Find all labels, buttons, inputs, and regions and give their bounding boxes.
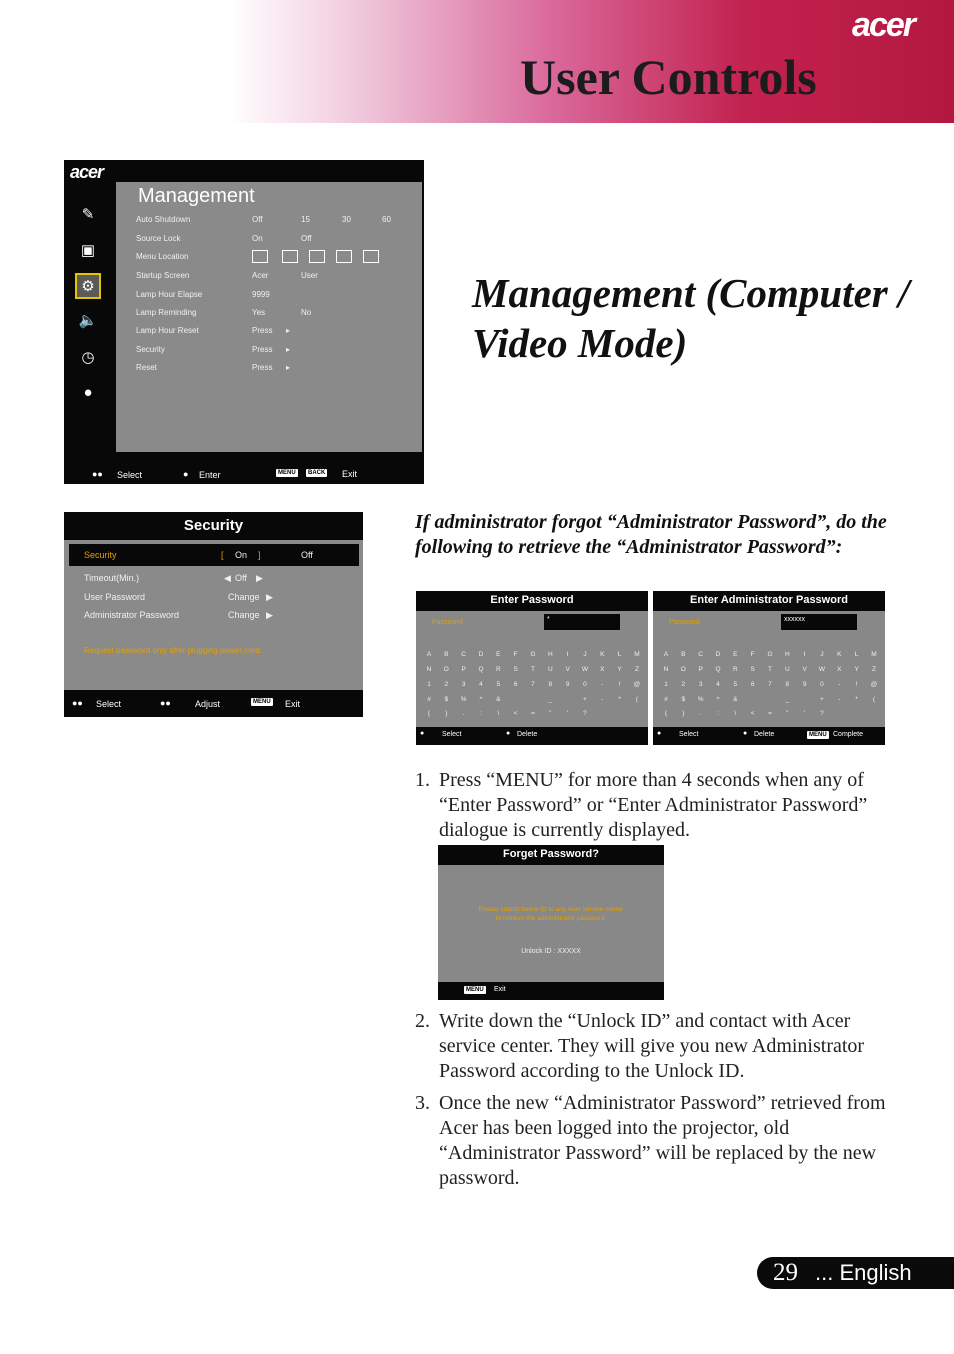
up-down-icon: ● bbox=[420, 730, 425, 737]
menu-location-row[interactable] bbox=[136, 252, 416, 268]
delete-icon: ● bbox=[506, 730, 511, 737]
step-text: Once the new “Administrator Password” retrieved from Acer has been logged into the projector, old “Administrator Password” will be replaced by the new password. bbox=[439, 1092, 886, 1189]
keyboard-row-2[interactable]: N O P Q R S T U V W X Y Z bbox=[426, 666, 639, 673]
option[interactable]: Off bbox=[301, 234, 312, 243]
keyboard-row-3[interactable]: 1 2 3 4 5 6 7 8 9 0 - ! @ bbox=[664, 681, 878, 688]
option[interactable]: 15 bbox=[301, 215, 310, 224]
row-label: Startup Screen bbox=[136, 271, 190, 280]
lamp-hour-reset-row[interactable] bbox=[136, 326, 416, 342]
security-note: Request password only after plugging power cord. bbox=[84, 646, 262, 655]
keyboard-row-5[interactable]: { } . : \ < = " ' ? bbox=[664, 710, 824, 717]
row-label: Source Lock bbox=[136, 234, 181, 243]
step-number: 2. bbox=[415, 1010, 430, 1032]
enter-password-footer bbox=[416, 727, 648, 745]
enter-password-title: Enter Password bbox=[490, 594, 574, 606]
up-down-icon: ●● bbox=[92, 469, 103, 479]
management-icon[interactable]: ⚙ bbox=[75, 273, 101, 299]
management-panel bbox=[116, 182, 422, 452]
row-label: Lamp Reminding bbox=[136, 308, 197, 317]
source-lock-row[interactable] bbox=[136, 234, 416, 250]
press-option[interactable]: Press bbox=[252, 345, 273, 354]
row-label: Security bbox=[136, 345, 165, 354]
keyboard-row-5[interactable]: { } . : \ < = " ' ? bbox=[427, 710, 587, 717]
option[interactable]: 60 bbox=[382, 215, 391, 224]
enter-hint: Enter bbox=[199, 470, 221, 480]
title-bar bbox=[653, 591, 885, 611]
row-label: User Password bbox=[84, 592, 146, 602]
management-osd bbox=[64, 160, 424, 484]
left-right-icon: ●● bbox=[160, 698, 171, 708]
bottom-left-position-icon[interactable] bbox=[336, 250, 352, 263]
press-option[interactable]: Press bbox=[252, 363, 273, 372]
step-3 bbox=[415, 1091, 905, 1191]
forget-password-osd bbox=[438, 845, 664, 1000]
keyboard-row-2[interactable]: N O P Q R S T U V W X Y Z bbox=[663, 666, 876, 673]
menu-key: MENU bbox=[278, 470, 296, 476]
row-label: Menu Location bbox=[136, 252, 189, 261]
keyboard-row-4[interactable]: # $ % ^ & _ + - * ( bbox=[664, 696, 876, 703]
management-title: Management bbox=[138, 185, 255, 207]
admin-password-field[interactable]: xxxxxx bbox=[781, 614, 857, 630]
page-number: 29 bbox=[773, 1259, 798, 1286]
timeout-value: Off bbox=[235, 573, 247, 583]
row-label: Lamp Hour Elapse bbox=[136, 290, 203, 299]
step-1 bbox=[415, 768, 905, 843]
change-option[interactable]: Change bbox=[228, 610, 260, 620]
security-footer bbox=[64, 690, 363, 717]
option[interactable]: 30 bbox=[342, 215, 351, 224]
security-title: Security bbox=[183, 517, 244, 534]
up-down-icon: ●● bbox=[72, 698, 83, 708]
security-toggle-row[interactable] bbox=[69, 544, 359, 566]
color-icon[interactable]: ✎ bbox=[81, 206, 95, 223]
top-left-position-icon[interactable] bbox=[252, 250, 268, 263]
row-label: Security bbox=[84, 550, 117, 560]
option[interactable]: User bbox=[301, 271, 318, 280]
exit-hint: Exit bbox=[342, 469, 358, 479]
arrow-left-icon[interactable]: ◀ bbox=[224, 573, 231, 583]
reset-row[interactable] bbox=[136, 363, 416, 379]
page-language: ... English bbox=[815, 1260, 912, 1285]
unlock-id: Unlock ID : XXXXX bbox=[521, 948, 581, 955]
arrow-right-icon: ▶ bbox=[266, 610, 273, 620]
message-line: Please submit below ID to any Acer service center bbox=[478, 906, 624, 913]
select-hint: Select bbox=[442, 731, 462, 738]
enter-icon: ● bbox=[183, 469, 189, 479]
menu-key: MENU bbox=[466, 987, 484, 993]
select-hint: Select bbox=[679, 731, 699, 738]
exit-hint: Exit bbox=[285, 699, 301, 709]
option[interactable]: No bbox=[301, 308, 312, 317]
page-title: User Controls bbox=[520, 49, 817, 105]
arrow-right-icon: ▸ bbox=[286, 326, 291, 335]
menu-key: MENU bbox=[809, 732, 827, 738]
password-label: Password bbox=[669, 619, 700, 626]
lamp-reminding-row[interactable] bbox=[136, 308, 416, 324]
enter-admin-password-footer bbox=[653, 727, 885, 745]
step-2 bbox=[415, 1009, 905, 1084]
page-footer bbox=[757, 1257, 954, 1289]
admin-password-row[interactable] bbox=[84, 610, 354, 620]
row-label: Timeout(Min.) bbox=[84, 573, 140, 583]
startup-screen-row[interactable] bbox=[136, 271, 416, 287]
title-bar bbox=[416, 591, 648, 611]
step-text: Write down the “Unlock ID” and contact with Acer service center. They will give you new Administrator Password according to the Unlock ID. bbox=[439, 1010, 865, 1082]
step-number: 3. bbox=[415, 1092, 430, 1114]
timer-icon[interactable]: ◷ bbox=[81, 349, 95, 366]
center-position-icon[interactable] bbox=[309, 250, 325, 263]
forget-password-title: Forget Password? bbox=[503, 848, 599, 860]
option[interactable]: Yes bbox=[252, 308, 266, 317]
delete-hint: Delete bbox=[754, 731, 775, 738]
keyboard-row-1[interactable]: A B C D E F G H I J K L M bbox=[663, 651, 877, 658]
password-label: Password bbox=[432, 619, 463, 626]
keyboard-row-4[interactable]: # $ % ^ & _ + - * ( bbox=[427, 696, 639, 703]
timeout-row[interactable] bbox=[84, 573, 354, 583]
bracket-right: ] bbox=[258, 550, 261, 560]
arrow-right-icon: ▶ bbox=[266, 592, 273, 602]
change-option[interactable]: Change bbox=[228, 592, 260, 602]
keyboard-row-3[interactable]: 1 2 3 4 5 6 7 8 9 0 - ! @ bbox=[427, 681, 641, 688]
up-down-icon: ● bbox=[657, 730, 662, 737]
step-text: Press “MENU” for more than 4 seconds when any of “Enter Password” or “Enter Administrator Password” dialogue is currently displayed. bbox=[439, 769, 868, 841]
row-label: Auto Shutdown bbox=[136, 215, 191, 224]
enter-admin-password-osd bbox=[653, 591, 885, 745]
press-option[interactable]: Press bbox=[252, 326, 273, 335]
option[interactable]: Off bbox=[252, 215, 263, 224]
option[interactable]: Acer bbox=[252, 271, 269, 280]
title-bar bbox=[438, 845, 664, 865]
delete-hint: Delete bbox=[517, 731, 538, 738]
security-osd bbox=[64, 512, 363, 717]
exit-hint: Exit bbox=[494, 986, 506, 993]
row-label: Lamp Hour Reset bbox=[136, 326, 199, 335]
language-icon[interactable]: ● bbox=[83, 383, 93, 401]
bottom-right-position-icon[interactable] bbox=[363, 250, 379, 263]
bracket-left: [ bbox=[221, 550, 224, 560]
audio-icon[interactable]: 🔈 bbox=[78, 312, 98, 329]
complete-hint: Complete bbox=[833, 731, 863, 738]
message-line: to retrieve the administrator password. bbox=[495, 915, 607, 922]
osd-acer-logo: acer bbox=[70, 162, 104, 182]
enter-admin-password-title: Enter Administrator Password bbox=[690, 594, 848, 606]
row-label: Administrator Password bbox=[84, 610, 180, 620]
auto-shutdown-row[interactable] bbox=[136, 215, 416, 231]
security-title-bar bbox=[64, 512, 363, 540]
arrow-right-icon: ▸ bbox=[286, 345, 291, 354]
menu-key: MENU bbox=[253, 699, 271, 705]
intro-text: If administrator forgot “Administrator Password”, do the following to retrieve the “Administrator Password”: bbox=[415, 511, 887, 558]
row-label: Reset bbox=[136, 363, 157, 372]
arrow-right-icon: ▸ bbox=[286, 363, 291, 372]
image-icon[interactable]: ▣ bbox=[80, 242, 96, 259]
forget-password-footer bbox=[438, 982, 664, 1000]
step-number: 1. bbox=[415, 769, 430, 791]
arrow-right-icon[interactable]: ▶ bbox=[256, 573, 263, 583]
management-footer bbox=[64, 466, 424, 484]
top-right-position-icon[interactable] bbox=[282, 250, 298, 263]
value: 9999 bbox=[252, 290, 270, 299]
forget-password-message bbox=[438, 905, 664, 923]
password-field[interactable]: * bbox=[544, 614, 620, 630]
security-row[interactable] bbox=[136, 345, 416, 361]
delete-icon: ● bbox=[743, 730, 748, 737]
lamp-hour-elapse-row bbox=[136, 290, 416, 306]
enter-password-osd bbox=[416, 591, 648, 745]
off-option[interactable]: Off bbox=[301, 550, 313, 560]
back-key: BACK bbox=[308, 470, 326, 476]
select-hint: Select bbox=[96, 699, 122, 709]
select-hint: Select bbox=[117, 470, 143, 480]
option[interactable]: On bbox=[252, 234, 263, 243]
keyboard-row-1[interactable]: A B C D E F G H I J K L M bbox=[426, 651, 640, 658]
adjust-hint: Adjust bbox=[195, 699, 221, 709]
user-password-row[interactable] bbox=[84, 592, 354, 602]
section-heading: Management (Computer / Video Mode) bbox=[472, 270, 910, 366]
acer-logo: acer bbox=[852, 6, 914, 44]
on-option[interactable]: On bbox=[235, 550, 248, 560]
